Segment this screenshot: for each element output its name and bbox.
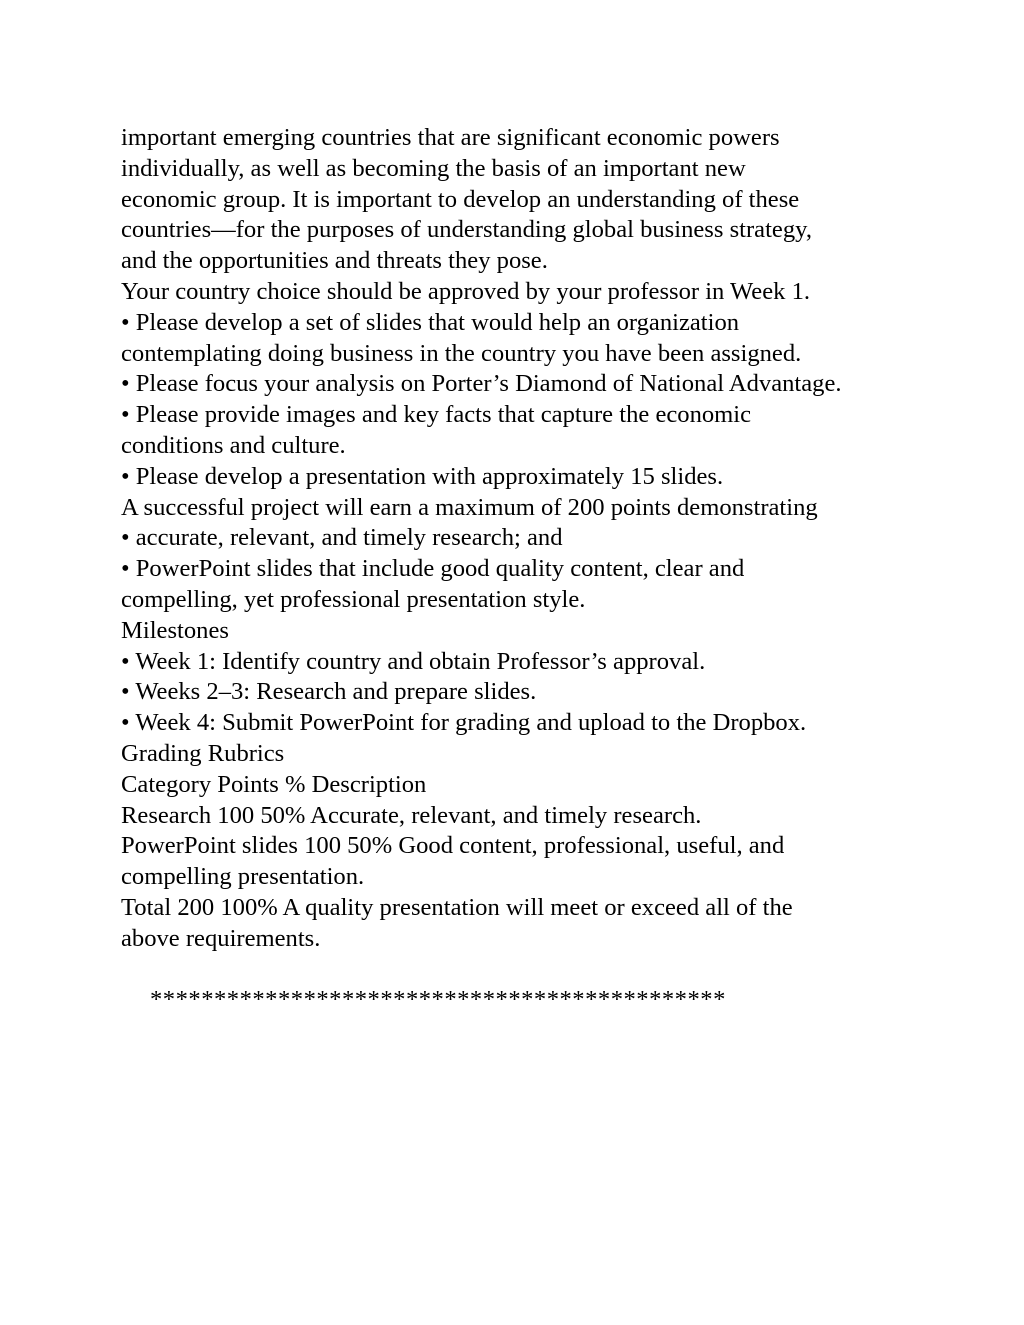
bullet-line: • Please develop a set of slides that would help an organization [121, 308, 740, 336]
text-line: contemplating doing business in the country you have been assigned. [121, 339, 802, 367]
bullet-line: • Please develop a presentation with approximately 15 slides. [121, 462, 724, 490]
document-body [121, 123, 921, 955]
text-line: countries—for the purposes of understanding global business strategy, [121, 216, 812, 244]
text-line: A successful project will earn a maximum of 200 points demonstrating [121, 493, 818, 521]
bullet-line: • Please provide images and key facts that capture the economic [121, 401, 752, 429]
text-line: Your country choice should be approved by your professor in Week 1. [121, 277, 811, 305]
bullet-line: • accurate, relevant, and timely research; and [121, 524, 563, 552]
bullet-line: • Week 1: Identify country and obtain Professor’s approval. [121, 647, 706, 675]
bullet-line: • Weeks 2–3: Research and prepare slides. [121, 678, 537, 706]
rubric-row-powerpoint: PowerPoint slides 100 50% Good content, professional, useful, and [121, 832, 785, 860]
bullet-line: • Please focus your analysis on Porter’s Diamond of National Advantage. [121, 370, 842, 398]
rubric-header-row: Category Points % Description [121, 770, 427, 798]
section-heading-grading-rubrics: Grading Rubrics [121, 739, 285, 767]
bullet-line: • PowerPoint slides that include good quality content, clear and [121, 555, 745, 583]
rubric-row-total-cont: above requirements. [121, 924, 321, 952]
text-line: economic group. It is important to develop an understanding of these [121, 185, 800, 213]
asterisk-separator: ********************************************* [150, 986, 726, 1013]
rubric-row-research: Research 100 50% Accurate, relevant, and timely research. [121, 801, 702, 829]
text-line: conditions and culture. [121, 431, 346, 459]
text-line: compelling, yet professional presentation style. [121, 585, 586, 613]
text-line: important emerging countries that are significant economic powers [121, 124, 780, 151]
text-line: and the opportunities and threats they pose. [121, 247, 548, 275]
bullet-line: • Week 4: Submit PowerPoint for grading and upload to the Dropbox. [121, 709, 807, 737]
text-line: individually, as well as becoming the basis of an important new [121, 154, 746, 182]
rubric-row-powerpoint-cont: compelling presentation. [121, 863, 365, 891]
section-heading-milestones: Milestones [121, 616, 229, 644]
rubric-row-total: Total 200 100% A quality presentation will meet or exceed all of the [121, 893, 793, 921]
